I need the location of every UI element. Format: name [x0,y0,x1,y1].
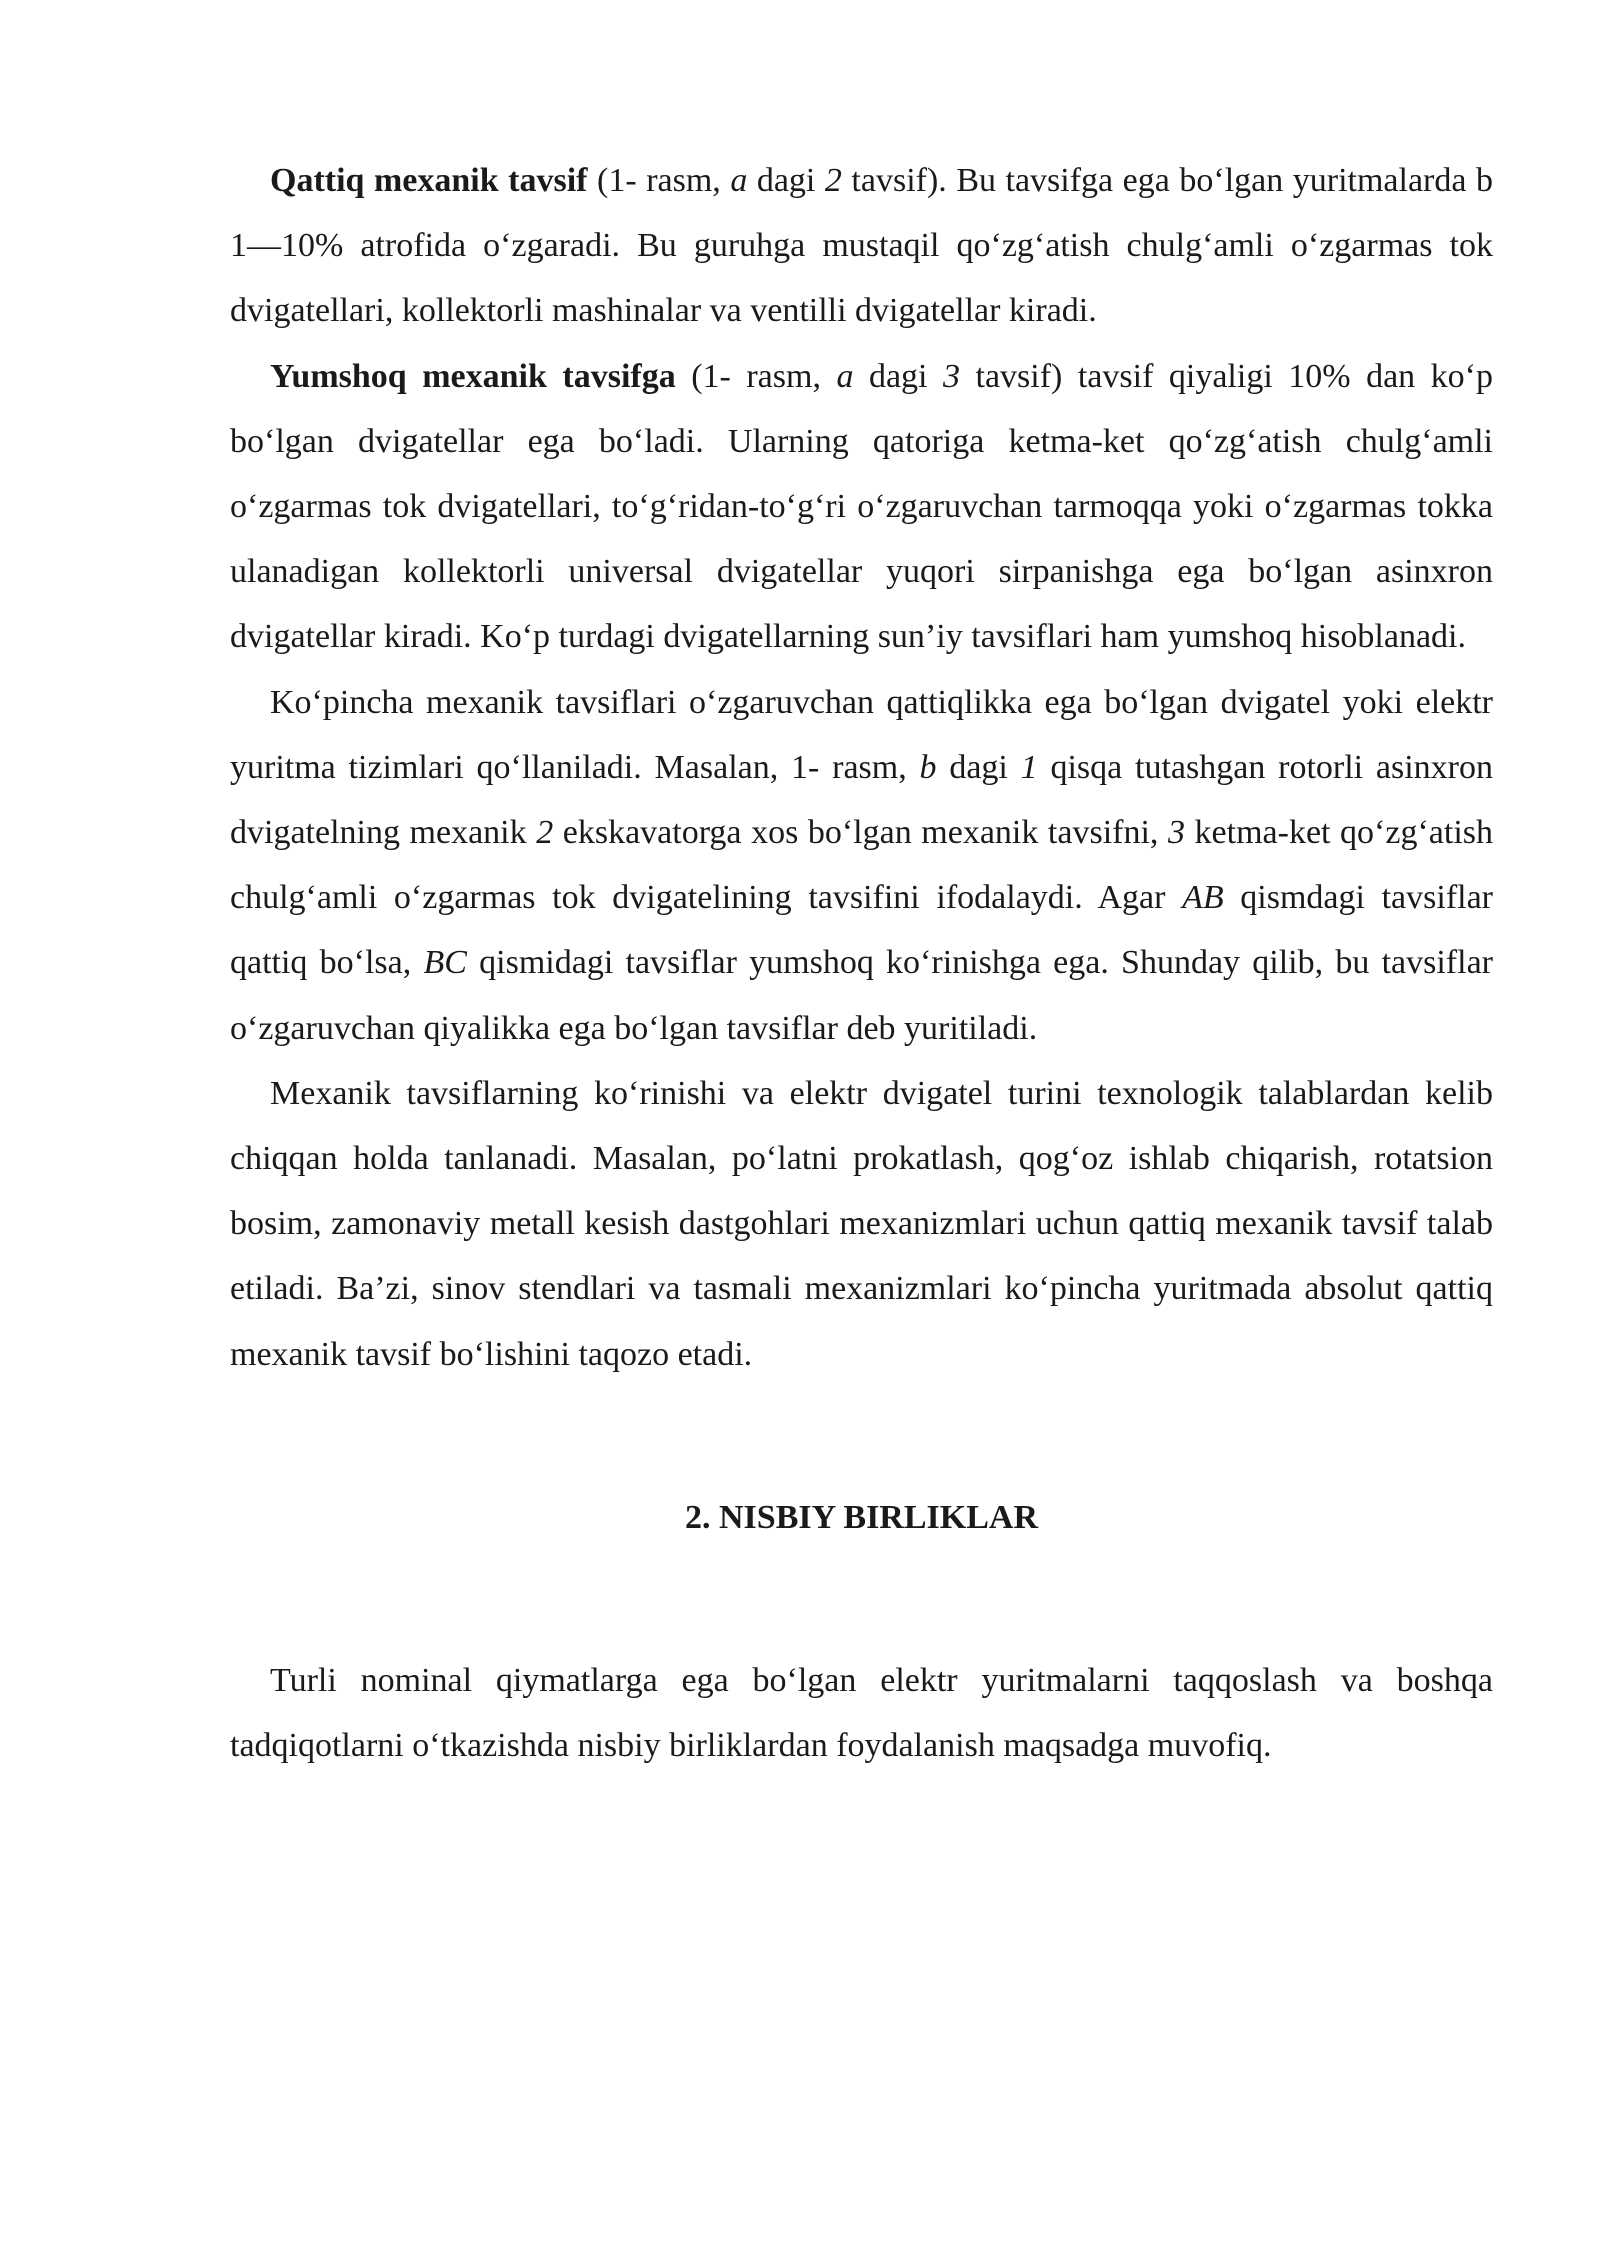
curve-number: 2 [536,814,554,852]
paragraph-relative-units: Turli nominal qiymatlarga ega bo‘lgan elektr yuritmalarni taqqoslash va boshqa tadqiqotlarni o‘tkazishda nisbiy birliklardan foydalanish maqsadga muvofiq. [230,1662,1493,1765]
text-span: ketma-ket qo‘zg‘atish chulg‘amli o‘zgarmas tok dvigatelining tavsifini ifodalaydi. Agar [230,814,1493,917]
text-span: tavsif) tavsif qiyaligi 10% dan ko‘p bo‘lgan dvigatellar ega bo‘ladi. Ularning qatoriga ketma-ket qo‘zg‘atish chulg‘amli o‘zgarmas tok dvigatellari, to‘g‘ridan-to‘g‘ri o‘zgaruvchan tarmoqqa yoki o‘zgarmas tokka ulanadigan kollektorli universal dvigatellar yuqori sirpanishga ega bo‘lgan asinxron dvigatellar kiradi. Ko‘p turdagi dvigatellarning sun’iy tavsiflari ham yumshoq hisoblanadi. [230,357,1493,656]
figure-ref-letter: a [730,162,748,199]
segment-label: BC [423,944,467,982]
figure-ref-letter: b [919,748,937,786]
text-span: dagi [936,748,1021,786]
text-span: ekskavatorga xos bo‘lgan mexanik tavsifni, [553,814,1168,852]
paragraph-soft-characteristic [230,344,1493,670]
text-span: qisqa tutashgan rotorli asinxron dvigatelning mexanik [230,748,1493,852]
curve-number: 3 [1167,814,1185,852]
segment-label: AB [1182,879,1224,917]
text-span: Ko‘pincha mexanik tavsiflari o‘zgaruvchan qattiqlikka ega bo‘lgan dvigatel yoki elektr yuritma tizimlari qo‘llaniladi. Masalan, 1- rasm, [230,683,1493,786]
text-span: qismidagi tavsiflar yumshoq ko‘rinishga ega. Shunday qilib, bu tavsiflar o‘zgaruvchan qiyalikka ega bo‘lgan tavsiflar deb yuritiladi. [230,944,1493,1047]
section-heading: 2. NISBIY BIRLIKLAR [685,1498,1038,1536]
paragraph-hard-characteristic [230,148,1493,344]
paragraph-variable-stiffness [230,670,1493,1061]
text-span: (1- rasm, [675,357,837,395]
text-span: (1- rasm, [587,162,731,199]
term-hard-characteristic: Qattiq mexanik tavsif [270,162,588,199]
text-span: dagi [747,162,825,199]
curve-number: 1 [1020,748,1038,786]
term-soft-characteristic: Yumshoq mexanik tavsifga [270,357,676,395]
curve-number: 3 [943,357,960,395]
curve-number: 2 [824,162,842,199]
figure-ref-letter: a [836,357,854,395]
text-span: qismdagi tavsiflar qattiq bo‘lsa, [230,879,1493,982]
text-span: tavsif). Bu tavsifga ega bo‘lgan yuritmalarda b 1—10% atrofida o‘zgaradi. Bu guruhga mustaqil qo‘zg‘atish chulg‘amli o‘zgarmas tok dvigatellari, kollektorli mashinalar va ventilli dvigatellar kiradi. [230,162,1493,330]
paragraph-selection: Mexanik tavsiflarning ko‘rinishi va elektr dvigatel turini texnologik talablardan kelib chiqqan holda tanlanadi. Masalan, po‘latni prokatlash, qog‘oz ishlab chiqarish, rotatsion bosim, zamonaviy metall kesish dastgohlari mexanizmlari uchun qattiq mexanik tavsif talab etiladi. Ba’zi, sinov stendlari va tasmali mexanizmlari ko‘pincha yuritmada absolut qattiq mexanik tavsif bo‘lishini taqozo etadi. [230,1074,1493,1373]
text-span: dagi [853,357,943,395]
